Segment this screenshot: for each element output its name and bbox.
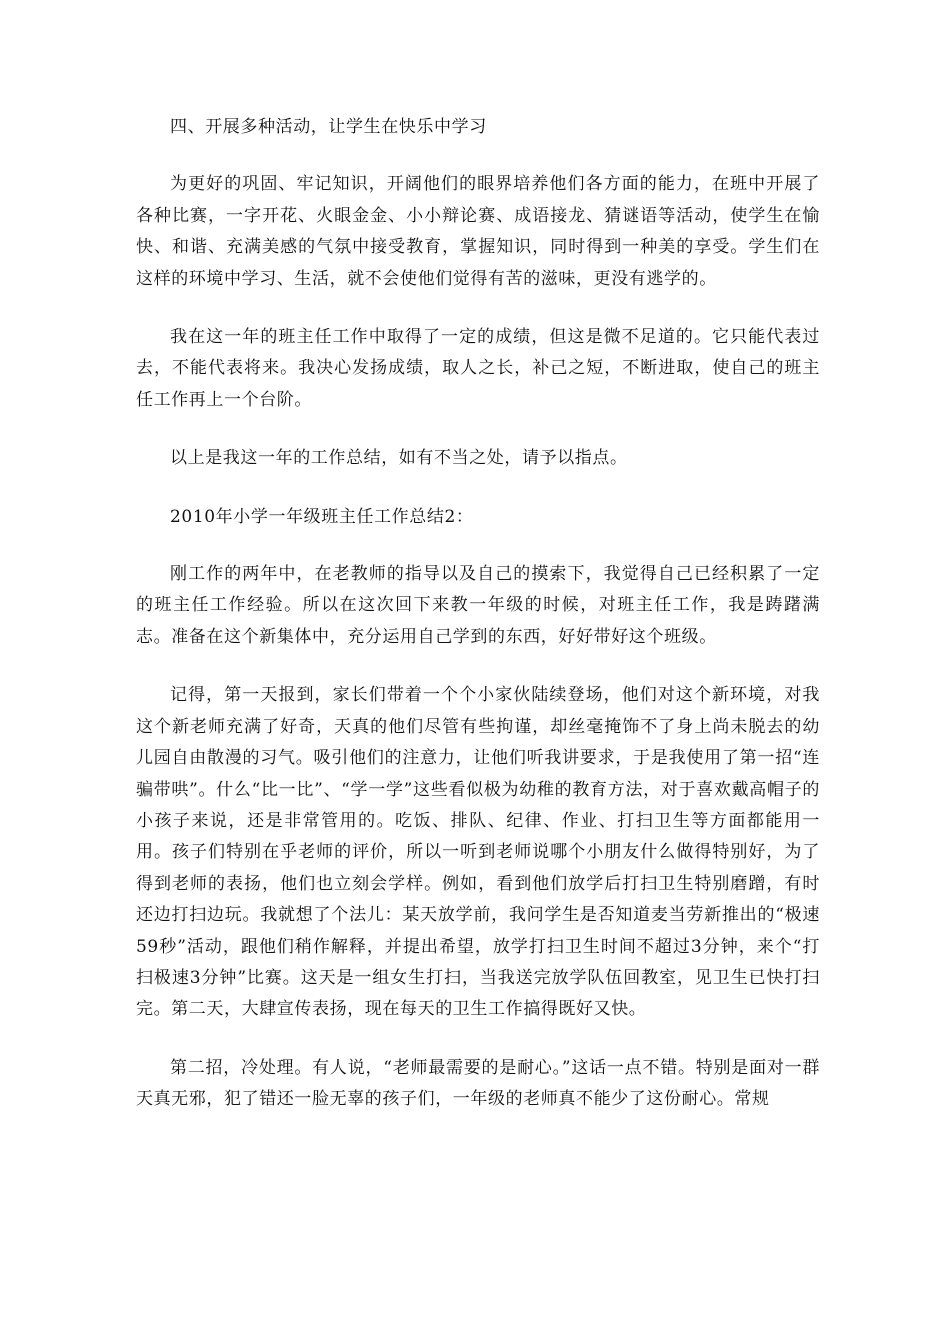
paragraph-first-day: 记得，第一天报到，家长们带着一个个小家伙陆续登场，他们对这个新环境，对我这个新老师充满了好奇，天真的他们尽管有些拘谨，却丝毫掩饰不了身上尚未脱去的幼儿园自由散漫的习气。吸引他们的注意力，让他们听我讲要求，于是我使用了第一招“连骗带哄”。什么“比一比”、“学一学”这些看似极为幼稚的教育方法，对于喜欢戴高帽子的小孩子来说，还是非常管用的。吃饭、排队、纪律、作业、打扫卫生等方面都能用一用。孩子们特别在乎老师的评价，所以一听到老师说哪个小朋友什么做得特别好，为了得到老师的表扬，他们也立刻会学样。例如，看到他们放学后打扫卫生特别磨蹭，有时还边打扫边玩。我就想了个法儿：某天放学前，我问学生是否知道麦当劳新推出的“极速59秒”活动，跟他们稍作解释，并提出希望，放学打扫卫生时间不超过3分钟，来个“打扫极速3分钟”比赛。这天是一组女生打扫，当我送完放学队伍回教室，见卫生已快打扫完。第二天，大肆宣传表扬，现在每天的卫生工作搞得既好又快。 [136, 685, 820, 1020]
summary-title: 2010年小学一年级班主任工作总结2： [170, 506, 474, 527]
paragraph-second-method: 第二招，冷处理。有人说，“老师最需要的是耐心。”这话一点不错。特别是面对一群天真无邪，犯了错还一脸无辜的孩子们，一年级的老师真不能少了这份耐心。常规 [136, 1057, 820, 1110]
paragraph-activities: 为更好的巩固、牢记知识，开阔他们的眼界培养他们各方面的能力，在班中开展了各种比赛，一字开花、火眼金金、小小辩论赛、成语接龙、猜谜语等活动，使学生在愉快、和谐、充满美感的气氛中接受教育，掌握知识，同时得到一种美的享受。学生们在这样的环境中学习、生活，就不会使他们觉得有苦的滋味，更没有逃学的。 [136, 174, 820, 289]
section-heading: 四、开展多种活动，让学生在快乐中学习 [170, 117, 487, 137]
document-body [136, 112, 820, 1143]
paragraph-closing: 以上是我这一年的工作总结，如有不当之处，请予以指点。 [170, 448, 628, 469]
paragraph-achievements: 我在这一年的班主任工作中取得了一定的成绩，但这是微不足道的。它只能代表过去，不能代表将来。我决心发扬成绩，取人之长，补己之短，不断进取，使自己的班主任工作再上一个台阶。 [136, 327, 820, 410]
paragraph-experience: 刚工作的两年中，在老教师的指导以及自己的摸索下，我觉得自己已经积累了一定的班主任工作经验。所以在这次回下来教一年级的时候，对班主任工作，我是踌躇满志。准备在这个新集体中，充分运用自己学到的东西，好好带好这个班级。 [136, 564, 820, 647]
